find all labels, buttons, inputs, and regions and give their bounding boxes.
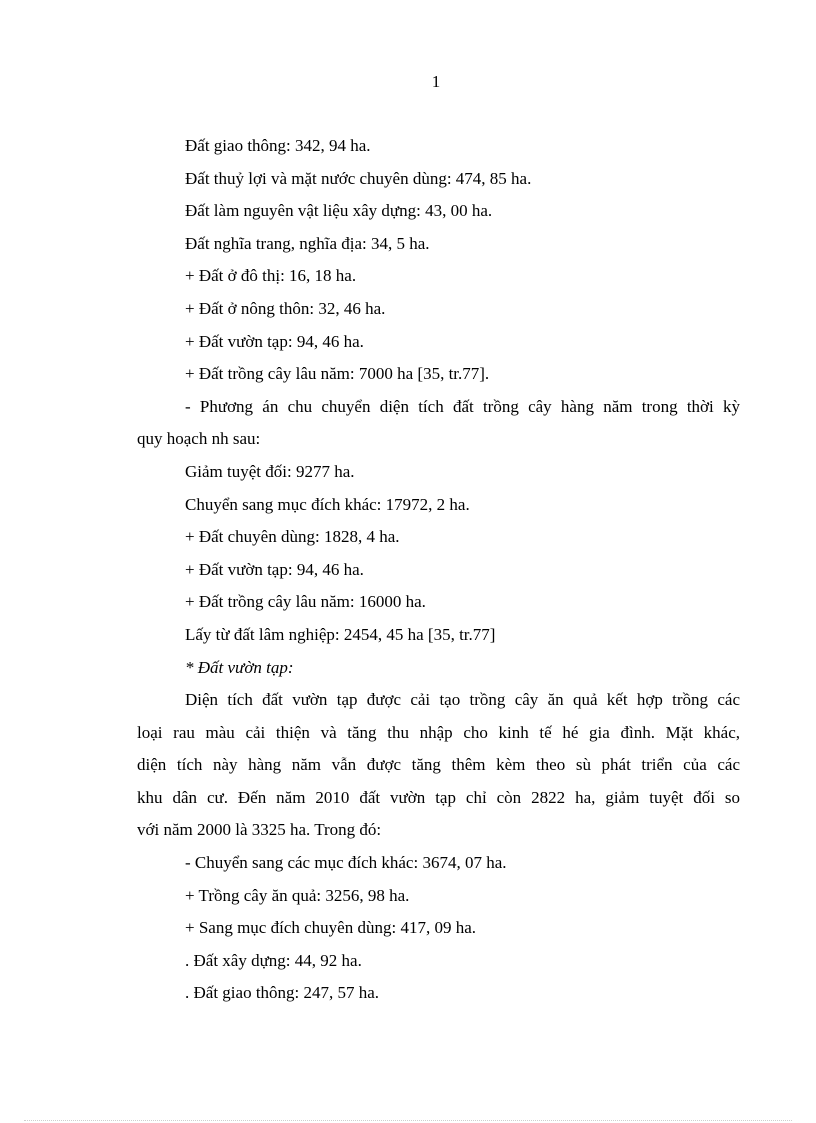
text-line: + Sang mục đích chuyên dùng: 417, 09 ha. — [185, 918, 476, 938]
text-line: Diện tích đất vườn tạp được cải tạo trồng cây ăn quả kết hợp trồng các — [185, 690, 740, 710]
text-line: loại rau màu cải thiện và tăng thu nhập cho kinh tế hé gia đình. Mặt khác, — [137, 722, 740, 742]
text-line: Lấy từ đất lâm nghiệp: 2454, 45 ha [35, tr.77] — [185, 624, 496, 644]
text-line: - Chuyển sang các mục đích khác: 3674, 07 ha. — [185, 853, 507, 873]
text-line: + Đất vườn tạp: 94, 46 ha. — [185, 559, 364, 579]
text-line: + Đất vườn tạp: 94, 46 ha. — [185, 331, 364, 351]
text-line: + Trồng cây ăn quả: 3256, 98 ha. — [185, 885, 410, 905]
text-line: diện tích này hàng năm vẫn được tăng thêm kèm theo sù phát triển của các — [137, 755, 740, 775]
text-line: . Đất xây dựng: 44, 92 ha. — [185, 950, 362, 970]
text-line: + Đất trồng cây lâu năm: 16000 ha. — [185, 592, 426, 612]
text-line: + Đất trồng cây lâu năm: 7000 ha [35, tr.77]. — [185, 364, 490, 384]
text-line: Chuyển sang mục đích khác: 17972, 2 ha. — [185, 494, 470, 514]
text-line: + Đất ở nông thôn: 32, 46 ha. — [185, 298, 386, 318]
text-line: Đất giao thông: 342, 94 ha. — [185, 136, 371, 155]
text-line: + Đất chuyên dùng: 1828, 4 ha. — [185, 527, 400, 547]
text-line: Giảm tuyệt đối: 9277 ha. — [185, 461, 355, 481]
text-line: Đất làm nguyên vật liệu xây dựng: 43, 00 ha. — [185, 201, 493, 221]
text-line: . Đất giao thông: 247, 57 ha. — [185, 983, 380, 1003]
text-line: khu dân cư. Đến năm 2010 đất vườn tạp chỉ còn 2822 ha, giảm tuyệt đối so — [137, 787, 740, 807]
document-body — [137, 130, 740, 1010]
text-line: Đất thuỷ lợi và mặt nước chuyên dùng: 474, 85 ha. — [185, 168, 532, 188]
page-bottom-divider — [24, 1120, 792, 1121]
text-line: với năm 2000 là 3325 ha. Trong đó: — [137, 820, 382, 840]
text-line: - Phương án chu chuyển diện tích đất trồng cây hàng năm trong thời kỳ — [185, 396, 740, 416]
text-line: Đất nghĩa trang, nghĩa địa: 34, 5 ha. — [185, 233, 430, 253]
text-line: + Đất ở đô thị: 16, 18 ha. — [185, 266, 357, 286]
page-number: 1 — [431, 72, 441, 91]
text-line: quy hoạch nh sau: — [137, 429, 261, 449]
text-line: * Đất vườn tạp: — [185, 657, 294, 677]
